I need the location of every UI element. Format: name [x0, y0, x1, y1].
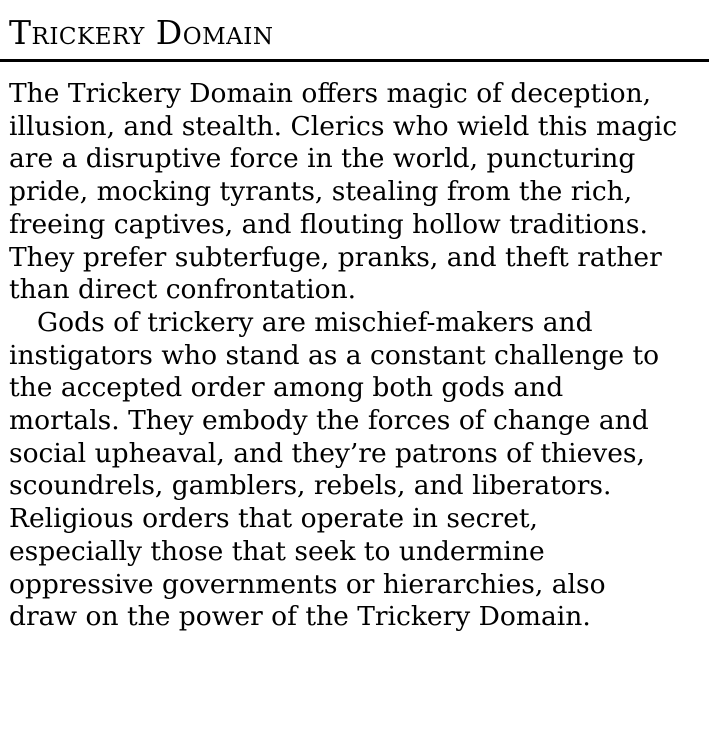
paragraph-line: draw on the power of the Trickery Domain. — [9, 601, 591, 633]
paragraph-line: illusion, and stealth. Clerics who wield this magic — [9, 110, 678, 142]
paragraph-line: are a disruptive force in the world, puncturing — [9, 143, 636, 175]
paragraph-line: freeing captives, and flouting hollow traditions. — [9, 208, 648, 240]
paragraph-line: They prefer subterfuge, pranks, and theft rather — [9, 241, 662, 273]
paragraph-line: the accepted order among both gods and — [9, 372, 564, 404]
paragraph-line: Religious orders that operate in secret, — [9, 503, 538, 535]
paragraph-line: mortals. They embody the forces of change and — [9, 405, 649, 437]
paragraph-line: oppressive governments or hierarchies, also — [9, 568, 606, 600]
paragraph-line: social upheaval, and they’re patrons of thieves, — [9, 437, 645, 469]
paragraph-line: The Trickery Domain offers magic of deception, — [9, 78, 652, 109]
paragraph-line: especially those that seek to undermine — [9, 535, 545, 567]
paragraph-2 — [9, 307, 709, 634]
paragraph-line: Gods of trickery are mischief-makers and — [37, 306, 593, 338]
paragraph-line: pride, mocking tyrants, stealing from the rich, — [9, 176, 633, 208]
paragraph-1 — [9, 78, 709, 307]
paragraph-line: scoundrels, gamblers, rebels, and liberators. — [9, 470, 612, 502]
heading-underline — [0, 59, 709, 62]
section-body — [9, 78, 709, 634]
paragraph-line: than direct confrontation. — [9, 274, 357, 306]
section-heading: Trickery Domain — [9, 13, 274, 52]
paragraph-line: instigators who stand as a constant challenge to — [9, 339, 660, 371]
